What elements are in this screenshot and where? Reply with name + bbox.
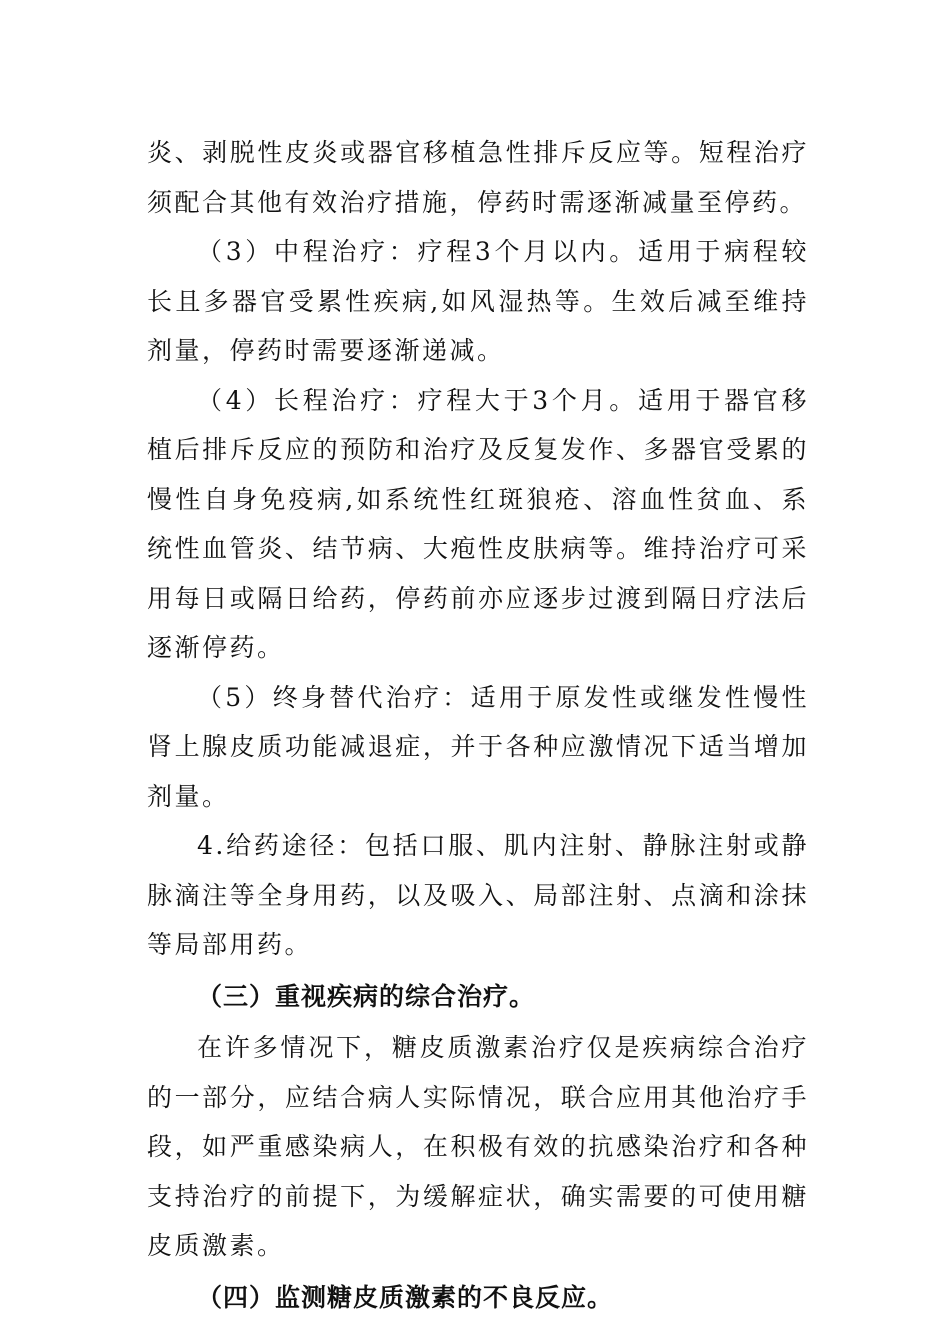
document-body — [147, 128, 809, 1324]
section-heading-comprehensive-treatment: （三）重视疾病的综合治疗。 — [197, 981, 536, 1011]
paragraph-comprehensive-treatment: 在许多情况下，糖皮质激素治疗仅是疾病综合治疗的一部分，应结合病人实际情况，联合应用其他治疗手段，如严重感染病人，在积极有效的抗感染治疗和各种支持治疗的前提下，为缓解症状，确实需要的可使用糖皮质激素。 — [147, 1033, 809, 1260]
paragraph-medium-course: （3）中程治疗：疗程3个月以内。适用于病程较长且多器官受累性疾病,如风湿热等。生效后减至维持剂量，停药时需要逐渐递减。 — [147, 237, 809, 365]
paragraph-short-course-continued: 炎、剥脱性皮炎或器官移植急性排斥反应等。短程治疗须配合其他有效治疗措施，停药时需逐渐减量至停药。 — [147, 138, 809, 217]
paragraph-lifelong-replacement: （5）终身替代治疗：适用于原发性或继发性慢性肾上腺皮质功能减退症，并于各种应激情况下适当增加剂量。 — [147, 682, 809, 811]
paragraph-long-course: （4）长程治疗：疗程大于3个月。适用于器官移植后排斥反应的预防和治疗及反复发作、多器官受累的慢性自身免疫病,如系统性红斑狼疮、溶血性贫血、系统性血管炎、结节病、大疱性皮肤病等。维持治疗可采用每日或隔日给药，停药前亦应逐步过渡到隔日疗法后逐渐停药。 — [147, 385, 809, 662]
paragraph-administration-route: 4.给药途径：包括口服、肌内注射、静脉注射或静脉滴注等全身用药，以及吸入、局部注射、点滴和涂抹等局部用药。 — [147, 831, 809, 959]
section-heading-adverse-reactions: （四）监测糖皮质激素的不良反应。 — [197, 1282, 614, 1312]
